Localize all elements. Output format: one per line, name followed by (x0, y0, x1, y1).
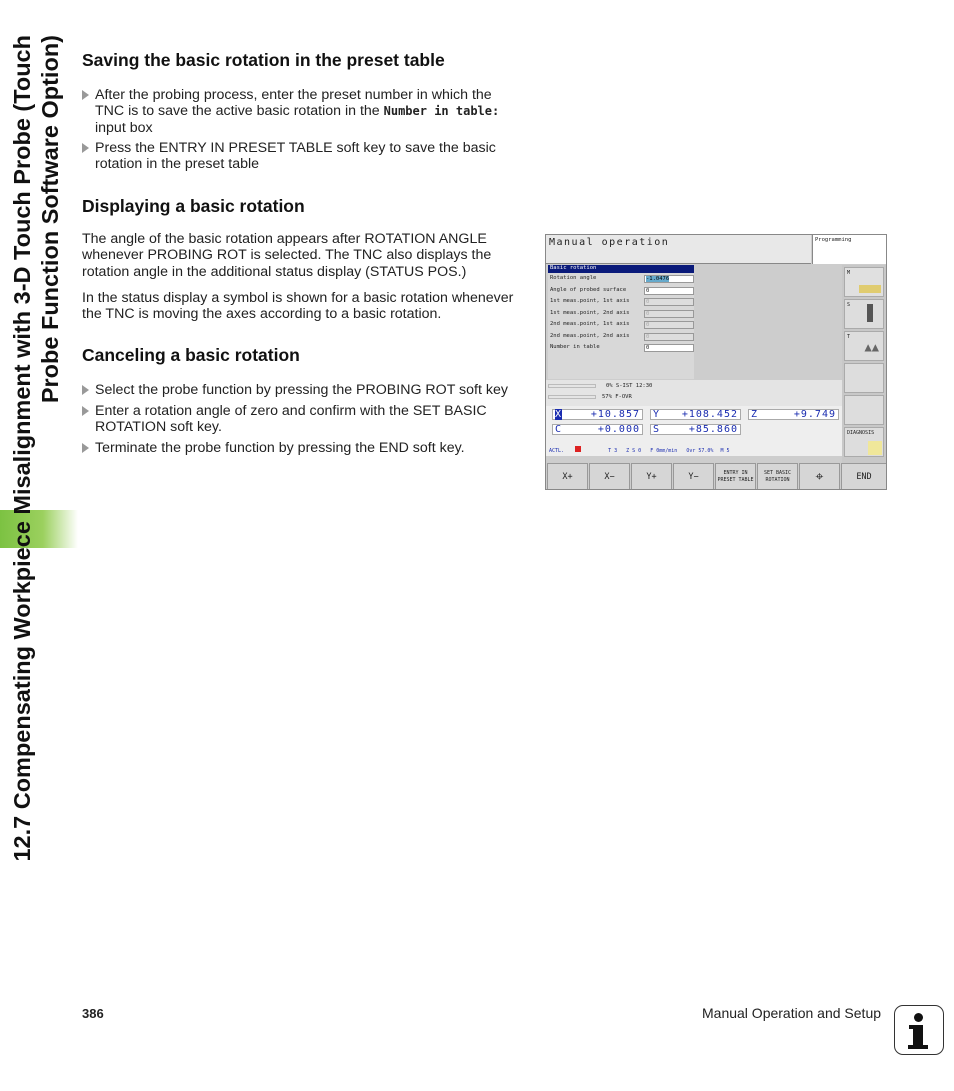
page-number: 386 (82, 1006, 104, 1021)
footer-title: Manual Operation and Setup (702, 1005, 882, 1021)
axis-z (748, 409, 839, 420)
side-softkey-bar (842, 265, 887, 490)
bullet-text: After the probing process, enter the preset number in which the TNC is to save the active basic rotation in the (95, 87, 492, 120)
crosshair-icon: ⌖ (815, 468, 824, 485)
softkey-diagnosis[interactable] (844, 427, 884, 457)
axis-value: +85.860 (688, 424, 738, 435)
section-heading: Canceling a basic rotation (82, 345, 300, 365)
form-row (548, 319, 694, 331)
paragraph: In the status display a symbol is shown for a basic rotation whenever the TNC is moving the axes according to a basic rotation. (82, 290, 514, 323)
axis-label: Y (653, 409, 661, 420)
meas-field: 0 (644, 310, 694, 318)
softkey-y-minus[interactable]: Y− (673, 463, 714, 490)
field-label: Rotation angle (550, 275, 597, 281)
section-heading: Displaying a basic rotation (82, 196, 305, 216)
field-label: Angle of probed surface (550, 286, 627, 293)
section-heading: Saving the basic rotation in the preset table (82, 50, 445, 70)
bullet-item (82, 87, 522, 136)
softkey-y-plus[interactable]: Y+ (631, 463, 672, 490)
status-text: 57% F-OVR (602, 394, 632, 400)
bullet-item (82, 382, 522, 398)
softkey-label: DIAGNOSIS (847, 430, 875, 436)
meas-field: 0 (644, 333, 694, 341)
field-label: 1st meas.point, 1st axis (550, 298, 630, 304)
angle-field[interactable]: 0 (644, 287, 694, 295)
axis-label: X (555, 409, 563, 420)
arrow-bullet-icon (82, 143, 89, 153)
feed-override-bar (548, 395, 596, 399)
softkey-end[interactable]: END (841, 463, 887, 490)
programming-mode: Programming (812, 235, 887, 264)
arrow-bullet-icon (82, 443, 89, 453)
tool-value: T 3 (608, 448, 618, 454)
bullet-text: Select the probe function by pressing the PROBING ROT soft key (95, 382, 508, 398)
mode-title: Manual operation (546, 235, 811, 264)
form-title: Basic rotation (548, 265, 694, 273)
axis-value: +9.749 (793, 409, 836, 420)
override-value: Ovr 57.0% (686, 448, 714, 454)
bullet-item (82, 440, 522, 456)
field-label: 2nd meas.point, 1st axis (550, 321, 630, 327)
paragraph: The angle of the basic rotation appears after ROTATION ANGLE whenever PROBING ROT is selected. The TNC also displays the rotation angle in the additional status display (STATUS POS.) (82, 231, 492, 280)
actl-label: ACTL. (549, 448, 565, 454)
bullet-item (82, 140, 522, 173)
axis-value: +108.452 (681, 409, 738, 420)
axis-value: +10.857 (590, 409, 640, 420)
axis-label: C (555, 424, 563, 435)
diagnosis-icon (868, 441, 882, 455)
basic-rotation-form (548, 265, 694, 379)
softkey-empty[interactable] (844, 363, 884, 393)
chapter-title-line1: 12.7 Compensating Workpiece Misalignment with 3-D Touch Probe (Touch (9, 35, 35, 862)
form-row (548, 308, 694, 320)
axis-c (552, 424, 643, 435)
basic-rotation-symbol-icon (575, 446, 581, 452)
z-value: Z S 0 (626, 448, 642, 454)
field-label: 2nd meas.point, 2nd axis (550, 332, 630, 339)
softkey-empty[interactable] (844, 395, 884, 425)
tnc-screenshot (545, 234, 887, 490)
info-icon (894, 1005, 944, 1055)
actl-line (549, 446, 729, 454)
meas-field: 0 (644, 321, 694, 329)
machine-icon (859, 285, 881, 293)
m-value: M 5 (720, 448, 730, 454)
field-label: Number in table (550, 344, 600, 350)
bullet-text: Enter a rotation angle of zero and confirm with the SET BASIC ROTATION soft key. (95, 403, 487, 436)
form-row (548, 331, 694, 343)
field-label: 1st meas.point, 2nd axis (550, 309, 630, 316)
chapter-title (8, 35, 64, 1060)
bullet-text: Press the ENTRY IN PRESET TABLE soft key to save the basic rotation in the preset table (95, 140, 496, 173)
axis-s (650, 424, 741, 435)
axis-y (650, 409, 741, 420)
softkey-label: T (847, 334, 851, 340)
softkey-entry-in-preset-table[interactable]: ENTRY IN PRESET TABLE (715, 463, 756, 490)
spindle-load-bar (548, 384, 596, 388)
tool-icon: ▲▲ (864, 340, 879, 354)
softkey-x-minus[interactable]: X− (589, 463, 630, 490)
bullet-text: input box (95, 119, 153, 136)
feed-value: F 0mm/min (650, 448, 678, 454)
position-display (546, 406, 842, 456)
chapter-title-line2: Probe Function Software Option) (37, 35, 63, 404)
softkey-s[interactable] (844, 299, 884, 329)
rotation-angle-field[interactable] (644, 275, 694, 283)
softkey-label: S (847, 302, 851, 308)
softkey-m[interactable] (844, 267, 884, 297)
softkey-set-basic-rotation[interactable]: SET BASIC ROTATION (757, 463, 798, 490)
status-bars (546, 380, 842, 406)
form-row (548, 273, 694, 285)
code-text: Number in table: (383, 104, 500, 119)
number-in-table-field[interactable]: 0 (644, 344, 694, 352)
arrow-bullet-icon (82, 385, 89, 395)
axis-label: S (653, 424, 661, 435)
softkey-crosshair[interactable] (799, 463, 840, 490)
softkey-t[interactable] (844, 331, 884, 361)
arrow-bullet-icon (82, 406, 89, 416)
bullet-item (82, 403, 522, 436)
form-row (548, 285, 694, 297)
status-text: 0% S-IST 12:30 (606, 383, 653, 389)
axis-x (552, 409, 643, 420)
form-row (548, 342, 694, 354)
axis-value: +0.000 (597, 424, 640, 435)
meas-field: 0 (644, 298, 694, 306)
field-value: -1.0476 (646, 276, 670, 282)
axis-label: Z (751, 409, 759, 420)
softkey-label: M (847, 270, 851, 276)
arrow-bullet-icon (82, 90, 89, 100)
spindle-icon (867, 304, 873, 322)
bullet-text: Terminate the probe function by pressing the END soft key. (95, 440, 465, 456)
form-row (548, 296, 694, 308)
softkey-x-plus[interactable]: X+ (547, 463, 588, 490)
